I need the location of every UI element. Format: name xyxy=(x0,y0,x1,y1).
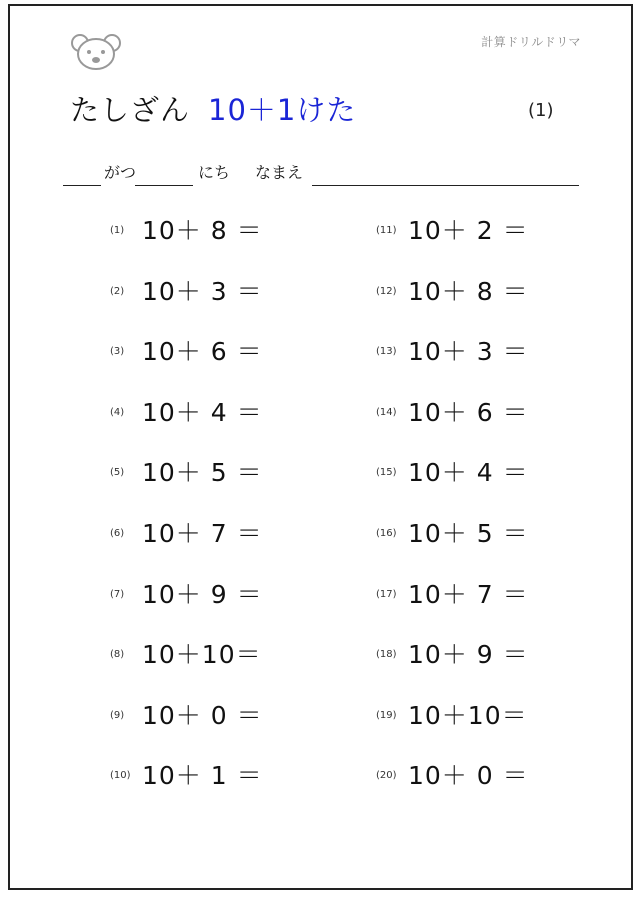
problem-expression: 10＋ 7 ＝ xyxy=(142,519,263,548)
problem-number: (6) xyxy=(110,528,125,539)
problem-expression: 10＋ 9 ＝ xyxy=(408,640,529,670)
problem-expression: 10＋ 6 ＝ xyxy=(142,337,263,367)
day-blank[interactable] xyxy=(135,184,193,186)
problem-number: (3) xyxy=(110,346,125,358)
problem-expression: 10＋10＝ xyxy=(142,640,262,670)
problem-number: (19) xyxy=(376,709,397,721)
problem-expression: 10＋ 9 ＝ xyxy=(142,579,263,609)
name-label: なまえ xyxy=(255,163,304,182)
month-blank[interactable] xyxy=(63,184,101,186)
worksheet-page xyxy=(8,4,633,890)
problem-number: (12) xyxy=(376,285,397,297)
problem-expression: 10＋ 8 ＝ xyxy=(408,276,529,306)
name-date-row xyxy=(63,160,583,186)
problem-number: (9) xyxy=(110,709,125,721)
problem-expression: 10＋ 7 ＝ xyxy=(408,579,529,609)
problem-expression: 10＋ 5 ＝ xyxy=(142,458,263,488)
problem-number: (20) xyxy=(376,770,397,782)
problem-number: (1) xyxy=(110,225,125,236)
problem-expression: 10＋ 8 ＝ xyxy=(142,216,263,245)
bear-face-icon xyxy=(70,32,122,72)
problem-expression: 10＋ 1 ＝ xyxy=(142,761,263,791)
problem-expression: 10＋ 3 ＝ xyxy=(408,337,529,367)
problem-number: (11) xyxy=(376,225,397,236)
sheet-number: (1) xyxy=(528,100,554,121)
problem-number: (2) xyxy=(110,285,125,297)
problem-expression: 10＋ 2 ＝ xyxy=(408,216,529,245)
problem-number: (8) xyxy=(110,649,125,661)
problem-expression: 10＋ 4 ＝ xyxy=(408,458,529,488)
problem-number: (10) xyxy=(110,770,131,782)
problem-expression: 10＋ 5 ＝ xyxy=(408,519,529,548)
name-blank[interactable] xyxy=(312,184,579,186)
month-label: がつ xyxy=(104,163,137,182)
problem-expression: 10＋ 0 ＝ xyxy=(142,700,263,730)
title-main: たしざん xyxy=(70,93,191,127)
problem-expression: 10＋ 0 ＝ xyxy=(408,761,529,791)
problem-number: (7) xyxy=(110,588,125,600)
problem-number: (18) xyxy=(376,649,397,661)
problem-number: (16) xyxy=(376,528,397,539)
problem-expression: 10＋10＝ xyxy=(408,700,528,730)
brand-name: 計算ドリルドリマ xyxy=(481,35,581,49)
problem-number: (4) xyxy=(110,406,125,418)
problem-number: (13) xyxy=(376,346,397,358)
worksheet-title xyxy=(70,92,356,128)
title-subtitle: 10＋1けた xyxy=(208,93,357,127)
problem-expression: 10＋ 6 ＝ xyxy=(408,397,529,427)
problem-expression: 10＋ 4 ＝ xyxy=(142,397,263,427)
day-label: にち xyxy=(198,163,231,182)
problem-number: (5) xyxy=(110,467,125,479)
problem-number: (17) xyxy=(376,588,397,600)
problem-expression: 10＋ 3 ＝ xyxy=(142,276,263,306)
problem-number: (14) xyxy=(376,406,397,418)
problem-number: (15) xyxy=(376,467,397,479)
